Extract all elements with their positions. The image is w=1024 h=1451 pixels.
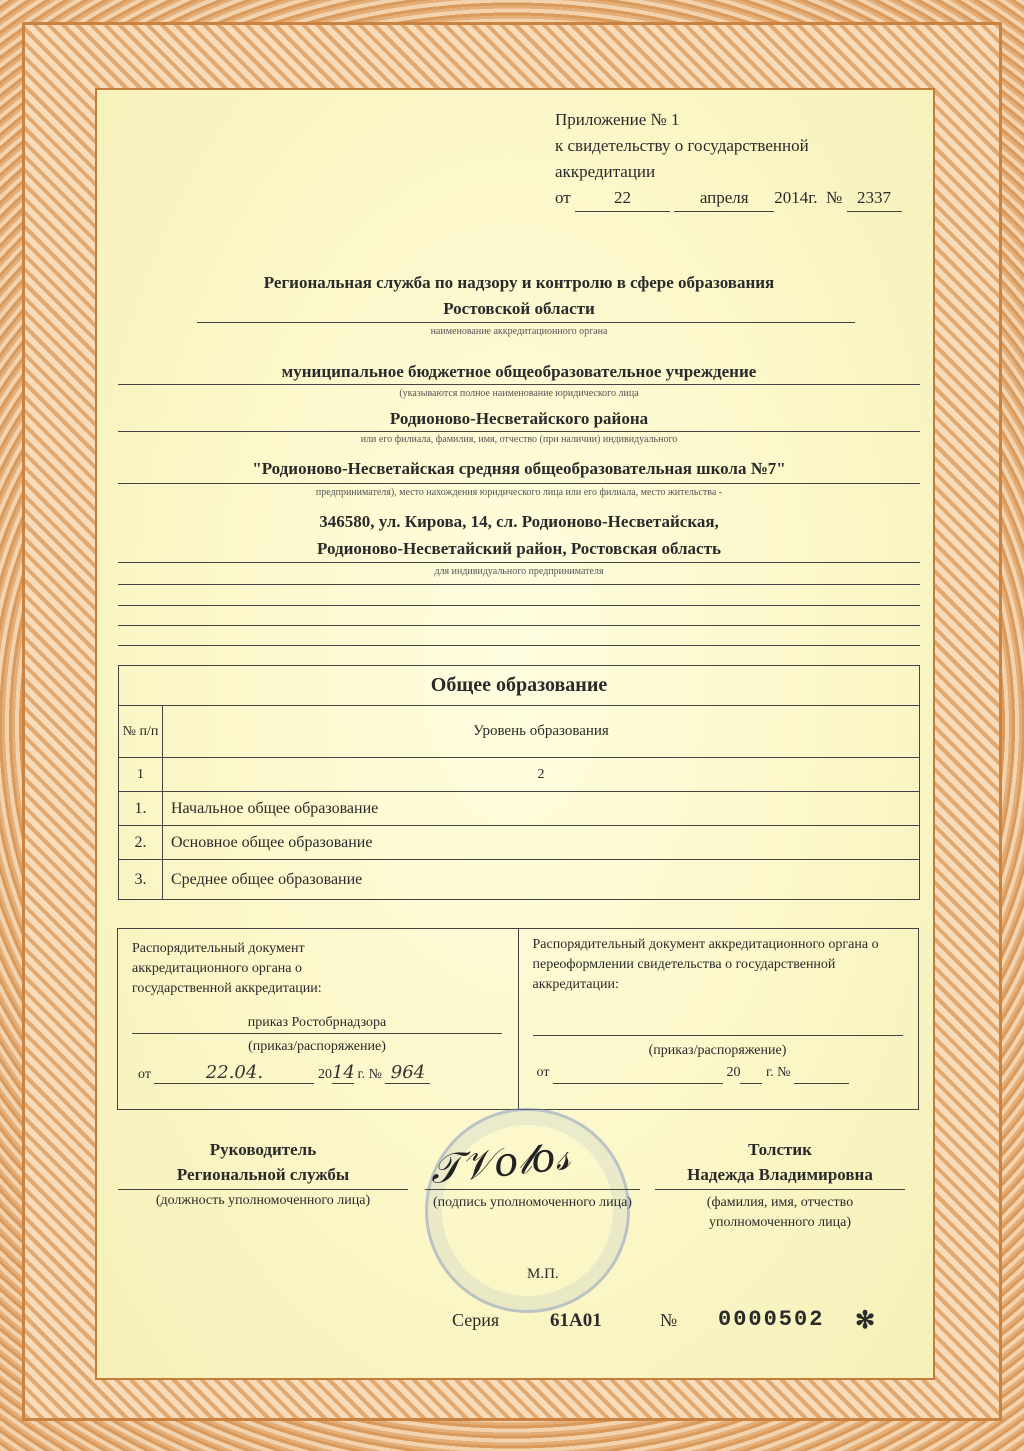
order-number: 964: [385, 1063, 430, 1084]
organ-region: Ростовской области: [443, 299, 595, 318]
year-prefix: 20: [726, 1065, 741, 1080]
order-left-text: Распорядительный документ аккредитационного органа о государственной аккредитации:: [132, 941, 322, 996]
appendix-header: [555, 107, 902, 212]
address-line: 346580, ул. Кирова, 14, сл. Родионово-Несветайская,: [319, 512, 719, 531]
entity-type: муниципальное бюджетное общеобразовательное учреждение: [281, 362, 757, 381]
row-no: 2.: [119, 826, 163, 860]
column-header-level: Уровень образования: [163, 706, 920, 758]
school-name: "Родионово-Несветайская средняя общеобразовательная школа №7": [252, 459, 786, 478]
order-year: 14: [331, 1062, 355, 1083]
row-level: Начальное общее образование: [163, 792, 920, 826]
series-value: 61А01: [550, 1310, 602, 1331]
appendix-day: 22: [575, 185, 670, 212]
organ-name: Региональная служба по надзору и контролю в сфере образования: [263, 273, 775, 292]
year-prefix: 20: [317, 1067, 332, 1082]
order-box: [117, 928, 919, 1110]
signature: 𝒯𝒱𝑜𝓁𝑜𝓈: [427, 1132, 573, 1194]
entity-caption: или его филиала, фамилия, имя, отчество (при наличии) индивидуального: [360, 434, 678, 445]
table-row: [119, 826, 920, 860]
position-caption: (должность уполномоченного лица): [155, 1193, 371, 1208]
no-label: г. №: [765, 1065, 791, 1080]
appendix-line: аккредитации: [555, 162, 656, 181]
seal-label: М.П.: [527, 1266, 559, 1282]
order-right-text: Распорядительный документ аккредитационного органа о переоформлении свидетельства о государственной аккредитации:: [532, 937, 879, 992]
no-label: №: [826, 188, 843, 207]
signature-caption: (подпись уполномоченного лица): [433, 1195, 632, 1210]
row-level: Основное общее образование: [163, 826, 920, 860]
organ-caption: наименование аккредитационного органа: [430, 326, 608, 337]
signer-position: Региональной службы: [176, 1165, 350, 1184]
series-no-label: №: [660, 1310, 678, 1330]
order-caption: (приказ/распоряжение): [648, 1043, 787, 1058]
from-label: от: [138, 1067, 151, 1082]
name-caption: (фамилия, имя, отчество уполномоченного лица): [706, 1195, 854, 1230]
asterisk-mark: ✻: [855, 1308, 876, 1334]
no-label: г. №: [357, 1067, 382, 1082]
table-row: [119, 860, 920, 900]
order-caption: (приказ/распоряжение): [248, 1039, 386, 1054]
entity-district: Родионово-Несветайского района: [389, 409, 649, 428]
appendix-month: апреля: [674, 185, 774, 212]
row-level: Среднее общее образование: [163, 860, 920, 900]
series-label: Серия: [452, 1310, 500, 1330]
order-type-value: приказ Ростобрнадзора: [132, 1013, 502, 1034]
from-label: от: [555, 188, 571, 207]
entity-caption: для индивидуального предпринимателя: [434, 566, 604, 577]
order-date: 22.04.: [154, 1063, 314, 1084]
column-number: 1: [119, 758, 163, 792]
appendix-year: 2014г.: [774, 188, 818, 207]
row-no: 1.: [119, 792, 163, 826]
appendix-number: 2337: [847, 185, 902, 212]
table-title: Общее образование: [119, 666, 920, 706]
signer-name: Надежда Владимировна: [687, 1165, 873, 1184]
from-label: от: [536, 1065, 550, 1080]
education-table: [118, 665, 920, 900]
row-no: 3.: [119, 860, 163, 900]
column-header-no: № п/п: [119, 706, 163, 758]
entity-caption: (указываются полное наименование юридического лица: [399, 388, 639, 399]
appendix-line: к свидетельству о государственной: [555, 136, 809, 155]
order-left: [118, 929, 519, 1109]
appendix-title: Приложение № 1: [555, 110, 680, 129]
table-row: [119, 792, 920, 826]
order-right: [519, 929, 919, 1109]
signer-position: Руководитель: [209, 1140, 317, 1159]
entity-caption: предпринимателя), место нахождения юридического лица или его филиала, место жительства -: [315, 487, 723, 498]
column-number: 2: [163, 758, 920, 792]
series-number: 0000502: [718, 1307, 825, 1332]
address-line: Родионово-Несветайский район, Ростовская область: [317, 539, 721, 558]
signer-surname: Толстик: [748, 1140, 812, 1159]
